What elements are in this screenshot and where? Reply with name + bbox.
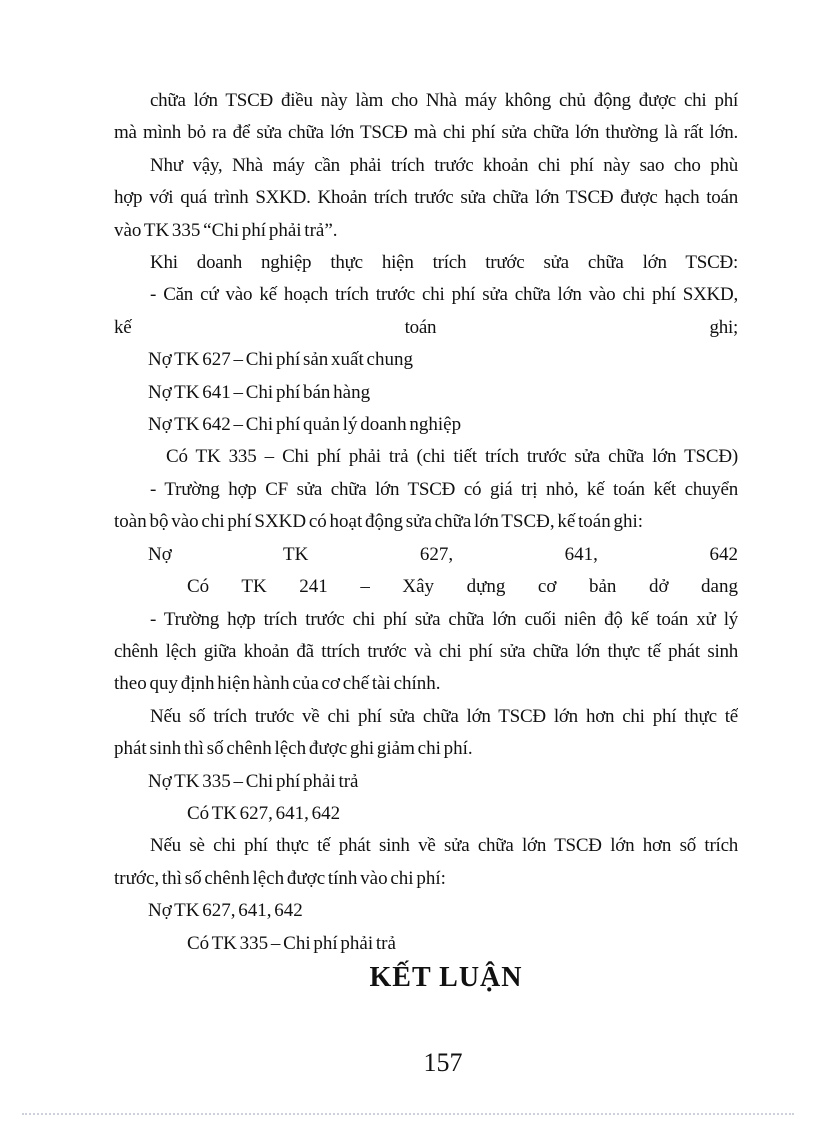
text-line: Có TK 627, 641, 642 [187, 802, 341, 824]
text-line: chênh lệch giữa khoản đã ttrích trước và chi phí sửa chữa lớn thực tế phát sinh [114, 640, 738, 662]
text-line: kế toán ghi; [114, 316, 738, 338]
text-line: Nếu sè chi phí thực tế phát sinh về sửa chữa lớn TSCĐ lớn hơn số trích [150, 835, 738, 857]
text-line: hợp với quá trình SXKD. Khoản trích trước sửa chữa lớn TSCĐ được hạch toán [114, 187, 738, 209]
text-line: chữa lớn TSCĐ điều này làm cho Nhà máy không chủ động được chi phí [150, 90, 738, 111]
text-line: Nợ TK 335 – Chi phí phải trả [148, 770, 359, 792]
page-bottom-divider [22, 1113, 794, 1115]
text-line: Nợ TK 642 – Chi phí quản lý doanh nghiệp [148, 414, 462, 436]
text-line: trước, thì số chênh lệch được tính vào chi phí: [114, 867, 446, 889]
text-line: Nợ TK 641 – Chi phí bán hàng [148, 381, 371, 403]
text-line: toàn bộ vào chi phí SXKD có hoạt động sửa chữa lớn TSCĐ, kế toán ghi: [114, 511, 644, 533]
text-line: theo quy định hiện hành của cơ chế tài chính. [114, 673, 441, 695]
section-heading: KẾT LUẬN [369, 961, 523, 993]
text-line: Có TK 335 – Chi phí phải trả [187, 932, 396, 954]
text-line: Nợ TK 627, 641, 642 [148, 900, 303, 922]
text-line: Nợ TK 627 – Chi phí sản xuất chung [148, 349, 413, 371]
text-line: Khi doanh nghiệp thực hiện trích trước sửa chữa lớn TSCĐ: [150, 252, 738, 274]
text-line: Nợ TK 627, 641, 642 [148, 543, 738, 565]
text-line: Có TK 241 – Xây dựng cơ bản dở dang [187, 576, 738, 598]
text-line: Nếu số trích trước về chi phí sửa chữa lớn TSCĐ lớn hơn chi phí thực tế [150, 705, 738, 727]
page-number: 157 [423, 1048, 463, 1077]
text-line: - Căn cứ vào kế hoạch trích trước chi phí sửa chữa lớn vào chi phí SXKD, [150, 284, 738, 306]
text-line: Có TK 335 – Chi phí phải trả (chi tiết trích trước sửa chữa lớn TSCĐ) [166, 446, 738, 468]
document-body [114, 85, 738, 996]
text-line: vào TK 335 “Chi phí phải trả”. [114, 219, 338, 241]
text-line: phát sinh thì số chênh lệch được ghi giảm chi phí. [114, 738, 473, 760]
text-lines [114, 85, 738, 960]
text-line: mà mình bỏ ra để sửa chữa lớn TSCĐ mà chi phí sửa chữa lớn thường là rất lớn. [114, 122, 738, 144]
text-line: Như vậy, Nhà máy cần phải trích trước khoản chi phí này sao cho phù [150, 154, 738, 176]
text-line: - Trường hợp CF sửa chữa lớn TSCĐ có giá trị nhỏ, kế toán kết chuyển [150, 478, 738, 500]
text-line: - Trường hợp trích trước chi phí sửa chữa lớn cuối niên độ kế toán xử lý [150, 608, 738, 630]
